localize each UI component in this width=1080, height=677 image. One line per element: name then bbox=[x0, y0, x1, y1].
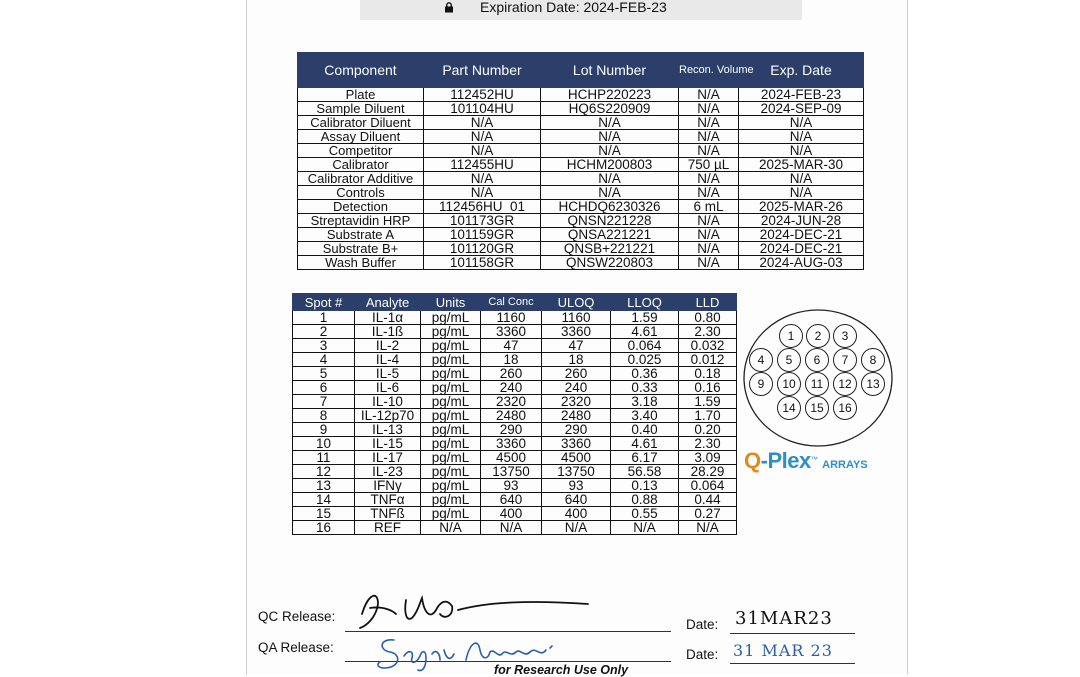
table-row bbox=[298, 200, 864, 214]
expiration-band bbox=[360, 0, 802, 20]
table-cell: 0.012 bbox=[679, 353, 737, 367]
component-table-body bbox=[298, 88, 864, 270]
table-row bbox=[293, 423, 737, 437]
table-cell: 0.20 bbox=[679, 423, 737, 437]
table-cell: 47 bbox=[542, 339, 611, 353]
logo-q: Q bbox=[744, 448, 761, 473]
table-cell: 4.61 bbox=[611, 325, 679, 339]
table-cell: Competitor bbox=[298, 144, 424, 158]
table-cell: 240 bbox=[481, 381, 542, 395]
table-row bbox=[293, 493, 737, 507]
qc-date: 31MAR23 bbox=[735, 608, 833, 629]
table-cell: QNSW220803 bbox=[541, 256, 679, 270]
table-cell: 0.032 bbox=[679, 339, 737, 353]
table-cell: 13 bbox=[293, 479, 355, 493]
table-cell: 4500 bbox=[542, 451, 611, 465]
table-cell: Calibrator Additive bbox=[298, 172, 424, 186]
table-cell: 93 bbox=[542, 479, 611, 493]
table-cell: Controls bbox=[298, 186, 424, 200]
table-cell: 1160 bbox=[542, 311, 611, 325]
table-cell: pg/mL bbox=[421, 381, 481, 395]
col-exp-date: Exp. Date bbox=[739, 53, 864, 88]
table-cell: IL-23 bbox=[355, 465, 421, 479]
table-cell: pg/mL bbox=[421, 479, 481, 493]
spot-table-body bbox=[293, 311, 737, 535]
spot-circle: 11 bbox=[805, 372, 829, 396]
col-units: Units bbox=[421, 294, 481, 311]
table-cell: 1.70 bbox=[679, 409, 737, 423]
table-cell: TNFß bbox=[355, 507, 421, 521]
footer-note: for Research Use Only bbox=[494, 663, 629, 677]
logo-brand bbox=[744, 448, 811, 473]
table-cell: pg/mL bbox=[421, 507, 481, 521]
table-cell: pg/mL bbox=[421, 493, 481, 507]
table-cell: 8 bbox=[293, 409, 355, 423]
table-cell: N/A bbox=[424, 186, 541, 200]
table-cell: 101159GR bbox=[424, 228, 541, 242]
qa-date-line bbox=[730, 663, 855, 664]
table-row bbox=[293, 395, 737, 409]
table-row bbox=[293, 479, 737, 493]
qc-release-label: QC Release: bbox=[258, 609, 336, 624]
col-lloq: LLOQ bbox=[611, 294, 679, 311]
table-cell: 0.88 bbox=[611, 493, 679, 507]
table-cell: N/A bbox=[541, 186, 679, 200]
table-cell: pg/mL bbox=[421, 423, 481, 437]
table-cell: 18 bbox=[542, 353, 611, 367]
table-row bbox=[293, 367, 737, 381]
spot-circle: 9 bbox=[749, 372, 773, 396]
col-recon-volume bbox=[679, 53, 754, 88]
table-cell: N/A bbox=[739, 144, 864, 158]
table-row bbox=[293, 437, 737, 451]
table-cell: N/A bbox=[611, 521, 679, 535]
table-cell: QNSN221228 bbox=[541, 214, 679, 228]
qc-date-label: Date: bbox=[686, 617, 719, 632]
table-cell: 2024-DEC-21 bbox=[739, 228, 864, 242]
table-cell: 0.16 bbox=[679, 381, 737, 395]
table-cell: 2024-FEB-23 bbox=[739, 88, 864, 102]
table-cell: N/A bbox=[679, 88, 739, 102]
table-row bbox=[293, 451, 737, 465]
table-cell: Assay Diluent bbox=[298, 130, 424, 144]
table-cell: 400 bbox=[481, 507, 542, 521]
table-cell: HQ6S220909 bbox=[541, 102, 679, 116]
table-cell: IL-2 bbox=[355, 339, 421, 353]
table-cell: 6 bbox=[293, 381, 355, 395]
table-cell: 2480 bbox=[542, 409, 611, 423]
qa-release-label: QA Release: bbox=[258, 640, 334, 655]
table-cell: N/A bbox=[679, 116, 739, 130]
table-cell: 2320 bbox=[481, 395, 542, 409]
table-cell: 1160 bbox=[481, 311, 542, 325]
table-cell: 0.064 bbox=[611, 339, 679, 353]
spot-circle: 12 bbox=[833, 372, 857, 396]
table-cell: Plate bbox=[298, 88, 424, 102]
table-cell: Detection bbox=[298, 200, 424, 214]
table-cell: 0.18 bbox=[679, 367, 737, 381]
spot-table-header bbox=[293, 294, 737, 311]
table-cell: 2024-AUG-03 bbox=[739, 256, 864, 270]
spot-circle: 2 bbox=[806, 324, 830, 348]
table-cell: 9 bbox=[293, 423, 355, 437]
table-cell: N/A bbox=[679, 102, 739, 116]
table-cell: 10 bbox=[293, 437, 355, 451]
table-cell: 1.59 bbox=[611, 311, 679, 325]
table-row bbox=[293, 521, 737, 535]
table-cell: 56.58 bbox=[611, 465, 679, 479]
component-table bbox=[297, 52, 864, 270]
table-cell: 0.80 bbox=[679, 311, 737, 325]
qa-date-label: Date: bbox=[686, 647, 719, 662]
table-cell: 15 bbox=[293, 507, 355, 521]
table-cell: 2.30 bbox=[679, 437, 737, 451]
table-cell: 240 bbox=[542, 381, 611, 395]
col-spot: Spot # bbox=[293, 294, 355, 311]
table-cell: N/A bbox=[421, 521, 481, 535]
table-cell: 5 bbox=[293, 367, 355, 381]
table-cell: 0.55 bbox=[611, 507, 679, 521]
spot-table bbox=[292, 293, 737, 535]
table-cell: Sample Diluent bbox=[298, 102, 424, 116]
table-cell: 0.13 bbox=[611, 479, 679, 493]
table-row bbox=[293, 353, 737, 367]
table-cell: IL-15 bbox=[355, 437, 421, 451]
table-cell: 0.064 bbox=[679, 479, 737, 493]
table-cell: N/A bbox=[541, 144, 679, 158]
table-row bbox=[298, 228, 864, 242]
table-cell: TNFα bbox=[355, 493, 421, 507]
table-cell: 6 mL bbox=[679, 200, 739, 214]
table-cell: 2.30 bbox=[679, 325, 737, 339]
spot-circle: 15 bbox=[805, 396, 829, 420]
table-cell: 3360 bbox=[481, 325, 542, 339]
table-cell: HCHM200803 bbox=[541, 158, 679, 172]
table-cell: N/A bbox=[541, 172, 679, 186]
logo-tm: ™ bbox=[810, 456, 818, 464]
col-recon-volume-label: Recon. Volume bbox=[679, 64, 754, 76]
table-cell: IL-10 bbox=[355, 395, 421, 409]
table-cell: 0.33 bbox=[611, 381, 679, 395]
table-cell: 101173GR bbox=[424, 214, 541, 228]
table-row bbox=[293, 381, 737, 395]
table-row bbox=[298, 144, 864, 158]
table-cell: 3.18 bbox=[611, 395, 679, 409]
table-cell: 0.44 bbox=[679, 493, 737, 507]
table-cell: 13750 bbox=[481, 465, 542, 479]
table-cell: Calibrator Diluent bbox=[298, 116, 424, 130]
table-cell: 1 bbox=[293, 311, 355, 325]
table-cell: N/A bbox=[739, 186, 864, 200]
table-cell: N/A bbox=[424, 172, 541, 186]
spot-circle: 4 bbox=[749, 348, 773, 372]
table-cell: N/A bbox=[679, 228, 739, 242]
table-cell: 3360 bbox=[542, 437, 611, 451]
table-cell: 2024-SEP-09 bbox=[739, 102, 864, 116]
table-cell: QNSB+221221 bbox=[541, 242, 679, 256]
table-cell: pg/mL bbox=[421, 353, 481, 367]
table-cell: 28.29 bbox=[679, 465, 737, 479]
col-uloq: ULOQ bbox=[542, 294, 611, 311]
table-cell: IL-1ß bbox=[355, 325, 421, 339]
table-cell: pg/mL bbox=[421, 395, 481, 409]
qc-date-line bbox=[730, 633, 855, 634]
table-cell: 3360 bbox=[481, 437, 542, 451]
table-cell: REF bbox=[355, 521, 421, 535]
table-cell: 4 bbox=[293, 353, 355, 367]
table-cell: 2320 bbox=[542, 395, 611, 409]
table-cell: 2480 bbox=[481, 409, 542, 423]
table-cell: 12 bbox=[293, 465, 355, 479]
table-cell: 750 µL bbox=[679, 158, 739, 172]
table-cell: Calibrator bbox=[298, 158, 424, 172]
table-cell: 0.27 bbox=[679, 507, 737, 521]
table-row bbox=[298, 116, 864, 130]
spot-circle: 5 bbox=[777, 348, 801, 372]
spot-circle: 7 bbox=[833, 348, 857, 372]
table-cell: N/A bbox=[739, 116, 864, 130]
table-cell: 4500 bbox=[481, 451, 542, 465]
table-cell: 6.17 bbox=[611, 451, 679, 465]
table-cell: 47 bbox=[481, 339, 542, 353]
qc-signature bbox=[348, 588, 608, 632]
table-cell: IL-1α bbox=[355, 311, 421, 325]
table-cell: 11 bbox=[293, 451, 355, 465]
table-row bbox=[298, 88, 864, 102]
table-cell: 7 bbox=[293, 395, 355, 409]
table-cell: N/A bbox=[679, 242, 739, 256]
table-cell: 112455HU bbox=[424, 158, 541, 172]
table-row bbox=[298, 186, 864, 200]
col-lot-number: Lot Number bbox=[541, 53, 679, 88]
table-cell: 112456HU_01 bbox=[424, 200, 541, 214]
spot-circle: 6 bbox=[805, 348, 829, 372]
table-cell: 16 bbox=[293, 521, 355, 535]
spot-circle: 3 bbox=[833, 324, 857, 348]
table-cell: N/A bbox=[424, 116, 541, 130]
spot-circle: 1 bbox=[779, 324, 803, 348]
table-cell: 290 bbox=[481, 423, 542, 437]
spot-circle: 8 bbox=[861, 348, 885, 372]
table-cell: HCHP220223 bbox=[541, 88, 679, 102]
table-cell: IL-13 bbox=[355, 423, 421, 437]
table-row bbox=[298, 256, 864, 270]
table-cell: N/A bbox=[679, 256, 739, 270]
col-lld: LLD bbox=[679, 294, 737, 311]
table-cell: N/A bbox=[541, 130, 679, 144]
lock-icon bbox=[444, 2, 454, 13]
table-row bbox=[293, 409, 737, 423]
table-cell: IL-5 bbox=[355, 367, 421, 381]
table-cell: 0.40 bbox=[611, 423, 679, 437]
expiration-date: Expiration Date: 2024-FEB-23 bbox=[480, 0, 667, 15]
table-row bbox=[293, 311, 737, 325]
table-cell: N/A bbox=[541, 116, 679, 130]
table-cell: 2025-MAR-26 bbox=[739, 200, 864, 214]
table-cell: Streptavidin HRP bbox=[298, 214, 424, 228]
table-cell: 640 bbox=[481, 493, 542, 507]
table-cell: 4.61 bbox=[611, 437, 679, 451]
table-cell: 2 bbox=[293, 325, 355, 339]
table-cell: 0.025 bbox=[611, 353, 679, 367]
table-cell: 260 bbox=[542, 367, 611, 381]
logo-arrays: ARRAYS bbox=[822, 459, 868, 471]
table-cell: pg/mL bbox=[421, 311, 481, 325]
table-cell: HCHDQ6230326 bbox=[541, 200, 679, 214]
table-cell: 101158GR bbox=[424, 256, 541, 270]
table-row bbox=[298, 242, 864, 256]
table-cell: N/A bbox=[739, 172, 864, 186]
table-cell: N/A bbox=[739, 130, 864, 144]
table-cell: 1.59 bbox=[679, 395, 737, 409]
table-cell: N/A bbox=[679, 521, 737, 535]
col-part-number: Part Number bbox=[424, 53, 541, 88]
table-cell: 400 bbox=[542, 507, 611, 521]
table-cell: N/A bbox=[679, 130, 739, 144]
qplex-logo bbox=[744, 448, 894, 478]
table-cell: 3360 bbox=[542, 325, 611, 339]
table-cell: IL-12p70 bbox=[355, 409, 421, 423]
table-cell: N/A bbox=[542, 521, 611, 535]
spot-layout-diagram bbox=[742, 308, 894, 448]
table-cell: pg/mL bbox=[421, 367, 481, 381]
table-cell: N/A bbox=[679, 186, 739, 200]
table-cell: 260 bbox=[481, 367, 542, 381]
table-cell: 3.40 bbox=[611, 409, 679, 423]
table-cell: Substrate A bbox=[298, 228, 424, 242]
table-cell: 2024-JUN-28 bbox=[739, 214, 864, 228]
table-cell: 18 bbox=[481, 353, 542, 367]
table-row bbox=[293, 465, 737, 479]
table-cell: pg/mL bbox=[421, 437, 481, 451]
table-cell: N/A bbox=[424, 130, 541, 144]
table-cell: 101104HU bbox=[424, 102, 541, 116]
spot-circle: 13 bbox=[861, 372, 885, 396]
table-row bbox=[298, 172, 864, 186]
table-cell: 3.09 bbox=[679, 451, 737, 465]
table-row bbox=[298, 214, 864, 228]
table-cell: 93 bbox=[481, 479, 542, 493]
table-cell: 13750 bbox=[542, 465, 611, 479]
table-cell: 101120GR bbox=[424, 242, 541, 256]
table-cell: pg/mL bbox=[421, 339, 481, 353]
table-cell: 2025-MAR-30 bbox=[739, 158, 864, 172]
spot-circle: 16 bbox=[833, 396, 857, 420]
col-component: Component bbox=[298, 53, 424, 88]
table-cell: 0.36 bbox=[611, 367, 679, 381]
table-cell: Substrate B+ bbox=[298, 242, 424, 256]
table-cell: 290 bbox=[542, 423, 611, 437]
table-cell: 640 bbox=[542, 493, 611, 507]
logo-plex: -Plex bbox=[760, 448, 811, 473]
table-cell: IL-6 bbox=[355, 381, 421, 395]
table-row bbox=[293, 339, 737, 353]
table-cell: QNSA221221 bbox=[541, 228, 679, 242]
component-table-header bbox=[298, 53, 864, 88]
table-cell: N/A bbox=[424, 144, 541, 158]
table-cell: N/A bbox=[679, 172, 739, 186]
table-cell: 2024-DEC-21 bbox=[739, 242, 864, 256]
table-cell: 3 bbox=[293, 339, 355, 353]
table-cell: N/A bbox=[679, 144, 739, 158]
qa-date: 31 MAR 23 bbox=[733, 641, 833, 660]
table-cell: IL-17 bbox=[355, 451, 421, 465]
table-cell: 14 bbox=[293, 493, 355, 507]
col-cal-conc: Cal Conc bbox=[481, 294, 542, 311]
table-row bbox=[293, 507, 737, 521]
table-row bbox=[293, 325, 737, 339]
table-row bbox=[298, 158, 864, 172]
table-row bbox=[298, 102, 864, 116]
spot-circle: 14 bbox=[777, 396, 801, 420]
table-row bbox=[298, 130, 864, 144]
spot-circle: 10 bbox=[777, 372, 801, 396]
table-cell: IFNγ bbox=[355, 479, 421, 493]
table-cell: pg/mL bbox=[421, 465, 481, 479]
table-cell: IL-4 bbox=[355, 353, 421, 367]
table-cell: Wash Buffer bbox=[298, 256, 424, 270]
col-analyte: Analyte bbox=[355, 294, 421, 311]
table-cell: pg/mL bbox=[421, 409, 481, 423]
table-cell: 112452HU bbox=[424, 88, 541, 102]
table-cell: pg/mL bbox=[421, 451, 481, 465]
table-cell: N/A bbox=[679, 214, 739, 228]
table-cell: pg/mL bbox=[421, 325, 481, 339]
table-cell: N/A bbox=[481, 521, 542, 535]
